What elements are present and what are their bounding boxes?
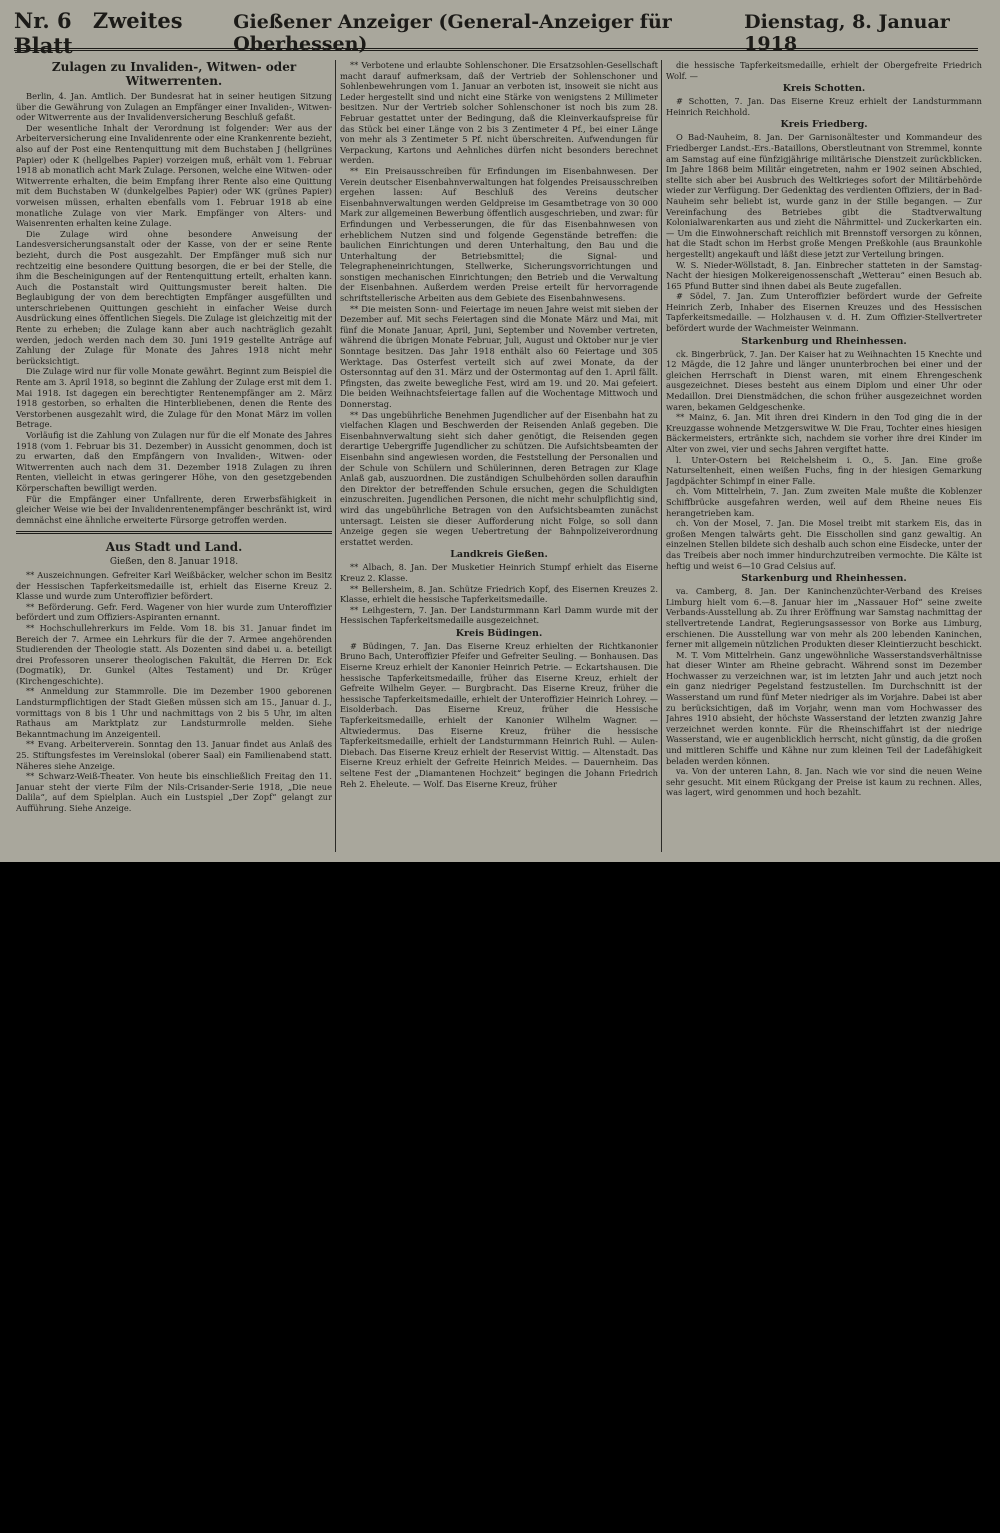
district-heading: Starkenburg und Rheinhessen. xyxy=(741,335,907,347)
issue-number: Nr. 6 xyxy=(14,8,72,33)
news-item: ** Mainz, 6. Jan. Mit ihren drei Kindern in den Tod ging die in der Kreuzgasse wohnende Metzgerswitwe W. Die Frau, Tochter eines hiesigen Bäckermeisters, ertränkte sich, nachdem sie vorher ihre drei Kinder im Alter von zwei, vier und sechs Jahren vergiftet hatte. xyxy=(666,412,982,454)
column-divider xyxy=(335,60,336,852)
district-heading: Kreis Schotten. xyxy=(782,83,866,95)
news-item: # Södel, 7. Jan. Zum Unteroffizier befördert wurde der Gefreite Heinrich Zerb, Inhaber des Eisernen Kreuzes und des Hessischen Tapferkeitsmedaille. — Holzhausen v. d. H. Zum Offizier-Stellvertreter befördert wurde der Wachmeister Weinmann. xyxy=(666,291,982,334)
news-item: ck. Bingerbrück, 7. Jan. Der Kaiser hat zu Weihnachten 15 Knechte und 12 Mägde, die 12 Jahre und länger ununterbrochen bei einer und der gleichen Herrschaft in Dienst waren, mit einem Ehrengeschenk ausgezeichnet. Dieses besteht aus einem Diplom und einer Uhr oder Medaillon. Drei Dienstmädchen, die schon früher ausgezeichnet worden waren, bekamen Geldgeschenke. xyxy=(666,348,982,412)
news-item: ** Die meisten Sonn- und Feiertage im neuen Jahre weist mit sieben der Dezember auf. Mit sechs Feiertagen sind die Monate März und Mai, mit fünf die Monate Januar, April, Juni, September und November vertreten, während die übrigen Monate Februar, Juli, August und Oktober nur je vier Sonntage besitzen. Das Jahr 1918 enthält also 60 Feiertage und 305 Werktage. Das Osterfest verteilt sich auf zwei Monate, da der Ostersonntag auf den 31. März und der Ostermontag auf den 1. April fällt. Pfingsten, das zweite bewegliche Fest, wird am 19. und 20. Mai gefeiert. Die beiden Weihnachtsfeiertage fallen auf die Wochentage Mittwoch und Donnerstag. xyxy=(340,303,658,409)
issue-date: Dienstag, 8. Januar 1918 xyxy=(744,11,950,55)
column-1 xyxy=(16,60,332,852)
news-item: ** Evang. Arbeiterverein. Sonntag den 13. Januar findet aus Anlaß des 25. Stiftungsfestes im Vereinslokal (oberer Saal) ein Familienabend statt. Näheres siehe Anzeige. xyxy=(16,739,332,771)
article-paragraph: Der wesentliche Inhalt der Verordnung ist folgender: Wer aus der Arbeiterversicherung eine Invalidenrente oder eine Krankenrente bezieht, also auf der Post eine Rentenquittung mit dem Buchstaben J (hellgrünes Papier) oder K (hellgelbes Papier) vorzeigen muß, erhält vom 1. Februar 1918 ab monatlich acht Mark Zulage. Personen, welche eine Witwen- oder Witwerrente erhalten, die beim Empfang ihrer Rente also eine Quittung mit dem Buchstaben W (dunkelgelbes Papier) oder WK (grünes Papier) vorweisen müssen, erhalten ebenfalls vom 1. Februar 1918 ab eine monatliche Zulage von vier Mark. Empfänger von Alters- und Waisenrenten erhalten keine Zulage. xyxy=(16,122,332,229)
news-item: ** Verbotene und erlaubte Sohlenschoner. Die Ersatzsohlen-Gesellschaft macht darauf aufmerksam, daß der Vertrieb der Sohlenschoner und Sohlenbewehrungen vom 1. Januar an verboten ist, insoweit sie nicht aus Leder hergestellt sind und nicht eine Stärke von wenigstens 2 Millimeter besitzen. Nur der Vertrieb solcher Sohlenschoner ist noch bis zum 28. Februar gestattet unter der Bedingung, daß die Kleinverkaufspreise für das Stück bei einer Länge von 2 bis 3 Zentimeter 4 Pf., bei einer Länge von mehr als 3 Zentimeter 5 Pf. nicht überschreiten. Aufwendungen für Verpackung, Kartons und Aehnliches dürfen nicht besonders berechnet werden. xyxy=(340,60,658,166)
news-item: ** Ein Preisausschreiben für Erfindungen im Eisenbahnwesen. Der Verein deutscher Eisenbahnverwaltungen hat folgendes Preisausschreiben ergehen lassen: Auf Beschluß des Vereins deutscher Eisenbahnverwaltungen werden Geldpreise im Gesamtbetrage von 30 000 Mark zur allgemeinen Bewerbung öffentlich ausgeschrieben, und zwar: für Erfindungen und Verbesserungen, die für das Eisenbahnwesen von erheblichem Nutzen sind und folgende Gegenstände betreffen: die baulichen Einrichtungen und deren Unterhaltung, den Bau und die Unterhaltung der Betriebsmittel; die Signal- und Telegrapheneinrichtungen, Stellwerke, Sicherungsvorrichtungen und sonstigen mechanischen Einrichtungen; den Betrieb und die Verwaltung der Eisenbahnen. Außerdem werden Preise erteilt für hervorragende schriftstellerische Arbeiten aus dem Gebiete des Eisenbahnwesens. xyxy=(340,165,658,304)
article-paragraph: Vorläufig ist die Zahlung von Zulagen nur für die elf Monate des Jahres 1918 (vom 1. Februar bis 31. Dezember) in Aussicht genommen, doch ist zu erwarten, daß den Empfängern von Invaliden-, Witwen- oder Witwerrenten auch nach dem 31. Dezember 1918 Zulagen zu ihren Renten, vielleicht in etwas geringerer Höhe, von den gesetzgebenden Körperschaften bewilligt werden. xyxy=(16,430,332,493)
news-item: ** Leihgestern, 7. Jan. Der Landsturmmann Karl Damm wurde mit der Hessischen Tapferkeitsmedaille ausgezeichnet. xyxy=(340,604,658,626)
news-item: ** Bellersheim, 8. Jan. Schütze Friedrich Kopf, des Eisernen Kreuzes 2. Klasse, erhielt die hessische Tapferkeitsmedaille. xyxy=(340,583,658,605)
news-item: ** Anmeldung zur Stammrolle. Die im Dezember 1900 geborenen Landsturmpflichtigen der Stadt Gießen müssen sich am 15., Januar d. J., vormittags von 8 bis 1 Uhr und nachmittags von 2 bis 5 Uhr, im alten Rathaus am Marktplatz zur Landsturmrolle melden. Siehe Bekanntmachung im Anzeigenteil. xyxy=(16,686,332,739)
news-item: M. T. Vom Mittelrhein. Ganz ungewöhnliche Wasserstandsverhältnisse hat dieser Winter am Rheine gebracht. Während sonst im Dezember Hochwasser zu verzeichnen war, ist im letzten Jahr und auch jetzt noch ein ganz niedriger Pegelstand festzustellen. Im Durchschnitt ist der Wasserstand um rund fünf Meter niedriger als im Vorjahre. Dabei ist aber zu berücksichtigen, daß im Vorjahr, wenn man vom Hochwasser des Jahres 1910 absieht, der höchste Wasserstand der letzten zwanzig Jahre verzeichnet werden konnte. Für die Rheinschiffahrt ist der niedrige Wasserstand, wie er augenblicklich herrscht, nicht günstig, da die großen und mittleren Schiffe und Kähne nur zum kleinen Teil der Ladefähigkeit beladen werden können. xyxy=(666,649,982,766)
section-headline: Aus Stadt und Land. xyxy=(105,540,243,555)
news-item: # Schotten, 7. Jan. Das Eiserne Kreuz erhielt der Landsturmmann Heinrich Reichhold. xyxy=(666,96,982,117)
news-item: ** Schwarz-Weiß-Theater. Von heute bis einschließlich Freitag den 11. Januar steht der vierte Film der Nils-Crisander-Serie 1918, „Die neue Dalila“, auf dem Spielplan. Auch ein Lustspiel „Der Zopf“ gelangt zur Aufführung. Siehe Anzeige. xyxy=(16,771,332,813)
news-item: ** Das ungebührliche Benehmen Jugendlicher auf der Eisenbahn hat zu vielfachen Klagen und Beschwerden der Reisenden Anlaß gegeben. Die Eisenbahnverwaltung sieht sich daher genötigt, die Reisenden gegen derartige Uebergriffe Jugendlicher zu schützen. Die Aufsichtsbeamten der Eisenbahn sind angewiesen worden, die Feststellung der Personalien und der Schule von Schülern und Schülerinnen, deren Betragen zur Klage Anlaß gab, auszuordnen. Die zuständigen Schulbehörden sollen daraufhin den Direktor der betreffenden Schule ersuchen, gegen die Schuldigten einzuschreiten. Jugendlichen Personen, die nicht mehr schulpflichtig sind, wird das ungebührliche Betragen von den Aufsichtsbeamten zunächst untersagt. Leisten sie dieser Aufforderung nicht Folge, so soll dann Anzeige gegen sie wegen Uebertretung der Bahnpolizeiverordnung erstattet werden. xyxy=(340,409,658,547)
district-heading: Starkenburg und Rheinhessen. xyxy=(741,573,907,585)
column-divider xyxy=(661,60,662,852)
article-paragraph: Berlin, 4. Jan. Amtlich. Der Bundesrat hat in seiner heutigen Sitzung über die Gewährung von Zulagen an Empfänger einer Invaliden-, Witwen- oder Witwerrente aus der Invalidenversicherung Beschluß gefaßt. xyxy=(16,91,332,123)
news-item: l. Unter-Ostern bei Reichelsheim i. O., 5. Jan. Eine große Naturseltenheit, einen weißen Fuchs, fing in der hiesigen Gemarkung Jagdpächter Schimpf in einer Falle. xyxy=(666,454,982,486)
news-item: ** Auszeichnungen. Gefreiter Karl Weißbäcker, welcher schon im Besitz der Hessischen Tapferkeitsmedaille ist, erhielt das Eiserne Kreuz 2. Klasse und wurde zum Unteroffizier befördert. xyxy=(16,569,332,602)
section-divider xyxy=(16,531,332,534)
news-item: ** Beförderung. Gefr. Ferd. Wagener von hier wurde zum Unteroffizier befördert und zum Offiziers-Aspiranten ernannt. xyxy=(16,601,332,623)
news-item: ** Hochschullehrerkurs im Felde. Vom 18. bis 31. Januar findet im Bereich der 7. Armee ein Lehrkurs für die der 7. Armee angehörenden Studierenden der Theologie statt. Als Dozenten sind dabei u. a. beteiligt drei Professoren unserer theologischen Fakultät, die Herren Dr. Eck (Dogmatik), Dr. Gunkel (Altes Testament) und Dr. Krüger (Kirchengeschichte). xyxy=(16,622,332,686)
news-item: va. Camberg, 8. Jan. Der Kaninchenzüchter-Verband des Kreises Limburg hielt vom 6.—8. Januar hier im „Nassauer Hof“ seine zweite Verbands-Ausstellung ab. Zu ihrer Eröffnung war Samstag nachmittag der stellvertretende Landrat, Regierungsassessor von Borke aus Limburg, erschienen. Die Ausstellung war von mehr als 200 lebenden Kaninchen, ferner mit allgemein nützlichen Produkten dieser Kleintierzucht beschickt. xyxy=(666,586,982,650)
news-item: ch. Vom Mittelrhein, 7. Jan. Zum zweiten Male mußte die Koblenzer Schiffbrücke ausgefahren werden, weil auf dem Rheine neues Eis herangetrieben kam. xyxy=(666,486,982,518)
article-paragraph: Die Zulage wird ohne besondere Anweisung der Landesversicherungsanstalt oder der Kasse, von der er seine Rente bezieht, durch die Post ausgezahlt. Der Empfänger muß sich nur rechtzeitig eine besondere Quittung besorgen, die er bei der Stelle, die ihm die Bescheinigungen auf der Rentenquittung erteilt, erhalten kann. Auch die Postanstalt wird Quittungsmuster bereit halten. Die Beglaubigung der von dem berechtigten Empfänger ausgefüllten und unterschriebenen Quittungen geschieht in einfacher Weise durch Ausdrückung eines öffentlichen Siegels. Die Zulage ist gleichzeitig mit der Rente zu erheben; die Zulage kann aber auch nachträglich gezahlt werden, jedoch werden nach dem 30. Juni 1919 gestellte Anträge auf Zahlung der Zulage für Monate des Jahres 1918 nicht mehr berücksichtigt. xyxy=(16,228,332,366)
dateline: Gießen, den 8. Januar 1918. xyxy=(109,557,239,568)
news-item: # Büdingen, 7. Jan. Das Eiserne Kreuz erhielten der Richtkanonier Bruno Bach, Unteroffizier Pfeifer und Gefreiter Seuling. — Bonhausen. Das Eiserne Kreuz erhielt der Kanonier Heinrich Petrie. — Eckartshausen. Die hessische Tapferkeitsmedaille, früher das Eiserne Kreuz, erhielt der Gefreite Wilhelm Geyer. — Burgbracht. Das Eiserne Kreuz, früher die hessische Tapferkeitsmedaille, erhielt der Unteroffizier Heinrich Lohrey. — Eisolderbach. Das Eiserne Kreuz, früher die Hessische Tapferkeitsmedaille, erhielt der Kanonier Wilhelm Wagner. — Altwiedermus. Das Eiserne Kreuz, früher die hessische Tapferkeitsmedaille, erhielt der Landsturmmann Heinrich Ruhl. — Aulen-Diebach. Das Eiserne Kreuz erhielt der Reservist Wittig. — Altenstadt. Das Eiserne Kreuz erhielt der Gefreite Heinrich Meides. — Dauernheim. Das seltene Fest der „Diamantenen Hochzeit“ begingen die Johann Friedrich Reh 2. Eheleute. — Wolf. Das Eiserne Kreuz, früher xyxy=(340,640,658,789)
column-3 xyxy=(666,60,982,852)
masthead xyxy=(14,8,978,58)
article-paragraph: Die Zulage wird nur für volle Monate gewährt. Beginnt zum Beispiel die Rente am 3. April 1918, so beginnt die Zahlung der Zulage erst mit dem 1. Mai 1918. Ist dagegen ein berechtigter Rentenempfänger am 2. März 1918 gestorben, so erhalten die Hinterbliebenen, denen die Rente des Verstorbenen ausgezahlt wird, die Zulage für den Monat März im vollen Betrage. xyxy=(16,366,332,430)
district-heading: Landkreis Gießen. xyxy=(450,549,548,561)
news-item: ch. Von der Mosel, 7. Jan. Die Mosel treibt mit starkem Eis, das in großen Mengen talwärts geht. Die Eisschollen sind ganz gewaltig. An einzelnen Stellen bildete sich deshalb auch schon eine Eisdecke, unter der das Treibeis aber noch immer hindurchzutreiben vermochte. Die Kälte ist heftig und weist 6—10 Grad Celsius auf. xyxy=(666,518,982,571)
news-item: O Bad-Nauheim, 8. Jan. Der Garnisonältester und Kommandeur des Friedberger Landst.-Ers.-Bataillons, Oberstleutnant von Stremmel, konnte am Samstag auf eine fünfzigjährige militärische Dienstzeit zurückblicken. Im Jahre 1868 beim Militär eingetreten, nahm er 1902 seinen Abschied, stellte sich aber bei Ausbruch des Weltkrieges sofort der Militärbehörde wieder zur Verfügung. Der Gedenktag des verdienten Offiziers, der in Bad-Nauheim sehr beliebt ist, wurde ganz in der Stille begangen. — Zur Vereinfachung des Betriebes gibt die Stadtverwaltung Kolonialwarenkarten aus und zieht die Nährmittel- und Zuckerkarten ein. — Um die Einwohnerschaft reichlich mit Brennstoff versorgen zu können, hat die Stadt schon im Herbst große Mengen Preßkohle (aus Braunkohle hergestellt) angekauft und läßt diese jetzt zur Verteilung bringen. xyxy=(666,132,982,259)
district-heading: Kreis Friedberg. xyxy=(780,119,868,131)
news-item: die hessische Tapferkeitsmedaille, erhielt der Obergefreite Friedrich Wolf. — xyxy=(666,60,982,81)
masthead-left xyxy=(14,8,233,58)
article-headline: Zulagen zu Invaliden-, Witwen- oder Witwerrenten. xyxy=(51,60,297,88)
news-item: W. S. Nieder-Wöllstadt, 8. Jan. Einbrecher statteten in der Samstag-Nacht der hiesigen Molkereigenossenschaft „Wetterau“ einen Besuch ab. 165 Pfund Butter sind ihnen dabei als Beute zugefallen. xyxy=(666,259,982,291)
newspaper-title: Gießener Anzeiger (General-Anzeiger für Oberhessen) xyxy=(233,11,672,55)
column-2 xyxy=(340,60,658,852)
sheet-label: Zweites Blatt xyxy=(14,8,183,58)
district-heading: Kreis Büdingen. xyxy=(455,627,543,639)
news-item: va. Von der unteren Lahn, 8. Jan. Nach wie vor sind die neuen Weine sehr gesucht. Mit einem Rückgang der Preise ist kaum zu rechnen. Alles, was lagert, wird genommen und hoch bezahlt. xyxy=(666,766,982,798)
article-paragraph: Für die Empfänger einer Unfallrente, deren Erwerbsfähigkeit in gleicher Weise wie bei der Invalidenrentenempfänger beschränkt ist, wird demnächst eine ähnliche erweiterte Fürsorge getroffen werden. xyxy=(16,493,332,525)
news-item: ** Albach, 8. Jan. Der Musketier Heinrich Stumpf erhielt das Eiserne Kreuz 2. Klasse. xyxy=(340,562,658,583)
